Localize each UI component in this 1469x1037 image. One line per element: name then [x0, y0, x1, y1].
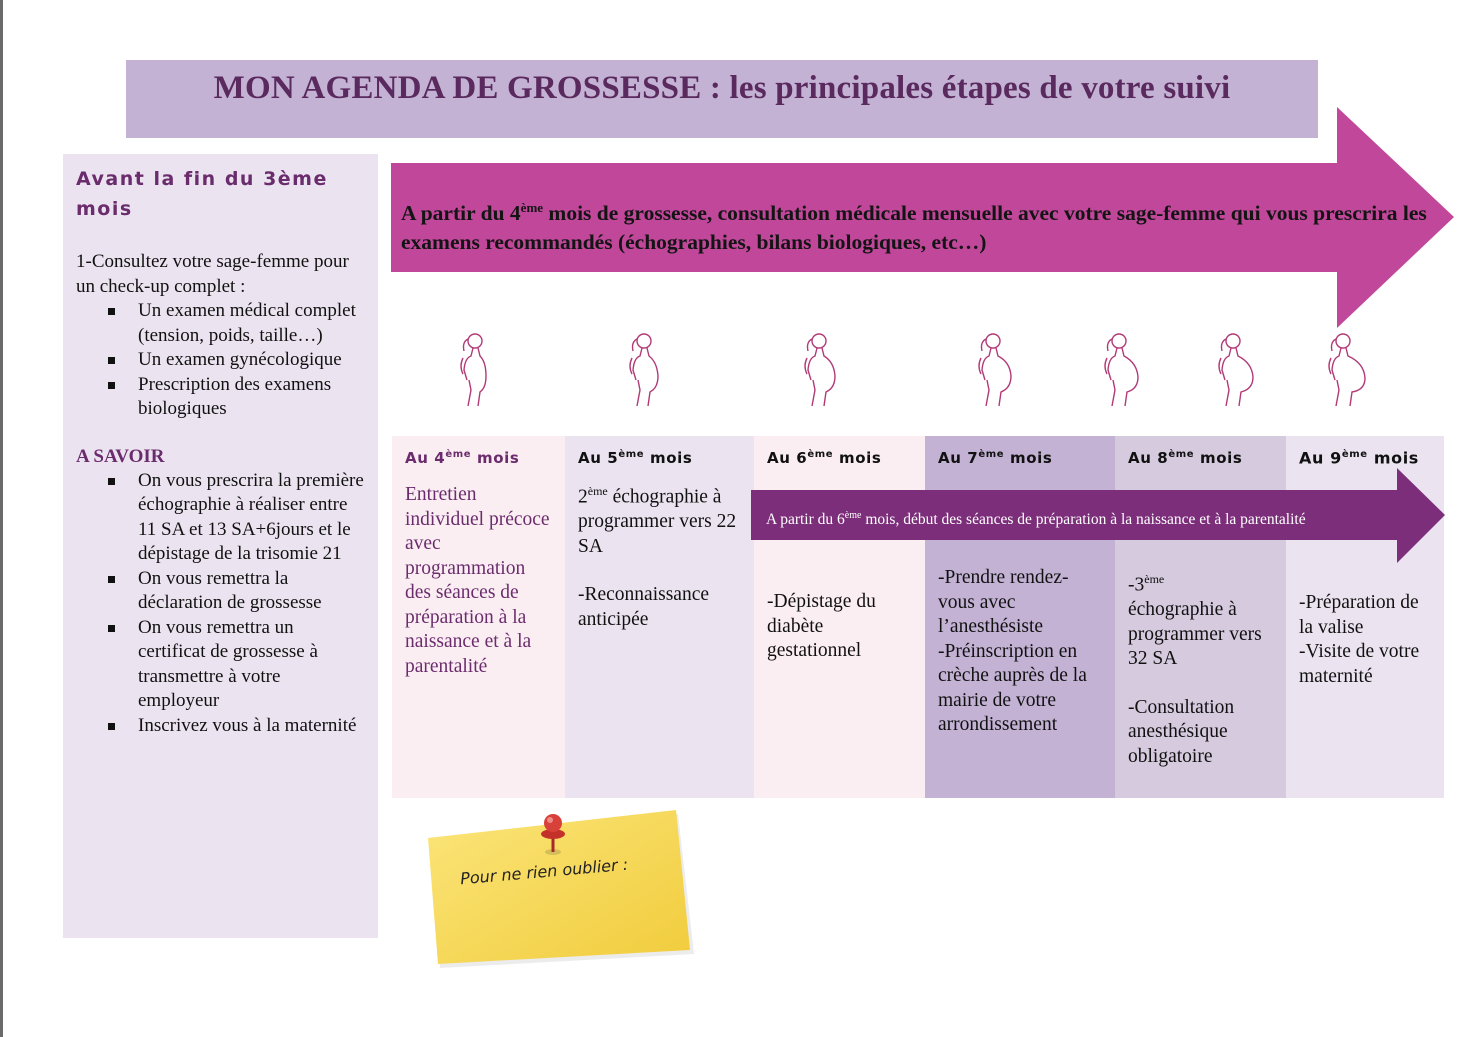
pregnant-silhouette-icon [797, 330, 843, 408]
month-9-text-1: -Préparation de la valise [1299, 592, 1419, 638]
pregnant-silhouette-icon [620, 330, 666, 408]
month-6-text: -Dépistage du diabète gestationnel [767, 591, 876, 661]
month-5-echo-text: 2ème échographie à programmer vers 22 SA [578, 484, 737, 557]
checkup-item: Un examen gynécologique [138, 348, 364, 373]
page-left-border [0, 0, 3, 1037]
month-4-text: Entretien individuel précoce avec programmation des séances de préparation à la naissance et à la parentalité [405, 484, 550, 677]
a-savoir-item: On vous remettra la déclaration de grossesse [138, 567, 364, 616]
month-9-heading: Au 9ème mois [1299, 448, 1419, 468]
checkup-item: Prescription des examens biologiques [138, 373, 364, 422]
month-column-5 [565, 436, 754, 798]
pushpin-icon [533, 812, 573, 858]
a-savoir-item: On vous prescrira la première échographie à réaliser entre 11 SA et 13 SA+6jours et le dépistage de la trisomie 21 [138, 469, 364, 567]
a-savoir-list [76, 469, 364, 739]
monthly-consultation-text: A partir du 4ème mois de grossesse, consultation médicale mensuelle avec votre sage-femme qui vous prescrira les examens recommandés (échographies, bilans biologiques, etc…) [401, 200, 1427, 255]
month-7-text-2: -Préinscription en crèche auprès de la mairie de votre arrondissement [938, 640, 1087, 735]
a-savoir-heading: A SAVOIR [76, 445, 165, 467]
month-5-text: -Reconnaissance anticipée [578, 584, 710, 630]
a-savoir-item: On vous remettra un certificat de grossesse à transmettre à votre employeur [138, 616, 364, 714]
checkup-item: Un examen médical complet (tension, poids, taille…) [138, 299, 364, 348]
pregnant-silhouette-icon [971, 330, 1017, 408]
a-savoir-item: Inscrivez vous à la maternité [138, 714, 364, 739]
month-4-heading: Au 4ème mois [405, 449, 520, 467]
month-column-4 [392, 436, 565, 798]
first-trimester-heading: Avant la fin du 3ème mois [76, 168, 328, 220]
checkup-intro: 1-Consultez votre sage-femme pour un check-up complet : [76, 251, 349, 297]
page-title: MON AGENDA DE GROSSESSE : les principales étapes de votre suivi [213, 70, 1231, 106]
pregnant-silhouette-icon [1211, 330, 1257, 408]
month-6-heading: Au 6ème mois [767, 449, 882, 467]
first-trimester-panel [63, 154, 378, 938]
month-5-heading: Au 5ème mois [578, 449, 693, 467]
checkup-list [76, 299, 364, 422]
month-8-heading: Au 8ème mois [1128, 449, 1243, 467]
month-8-echo-text: -3ème échographie à programmer vers 32 SA [1128, 572, 1262, 669]
month-9-text-2: -Visite de votre maternité [1299, 641, 1420, 687]
month-7-heading: Au 7ème mois [938, 449, 1053, 467]
month-8-text: -Consultation anesthésique obligatoire [1128, 696, 1235, 767]
pregnant-silhouette-icon [1097, 330, 1143, 408]
month-7-text-1: -Prendre rendez-vous avec l’anesthésiste [938, 567, 1069, 637]
sticky-note-text: Pour ne rien oublier : [459, 854, 629, 889]
pregnant-silhouette-icon [1323, 330, 1369, 408]
preparation-sessions-text: A partir du 6ème mois, début des séances de préparation à la naissance et à la parentalité [766, 510, 1306, 529]
pregnant-silhouette-icon [451, 330, 497, 408]
